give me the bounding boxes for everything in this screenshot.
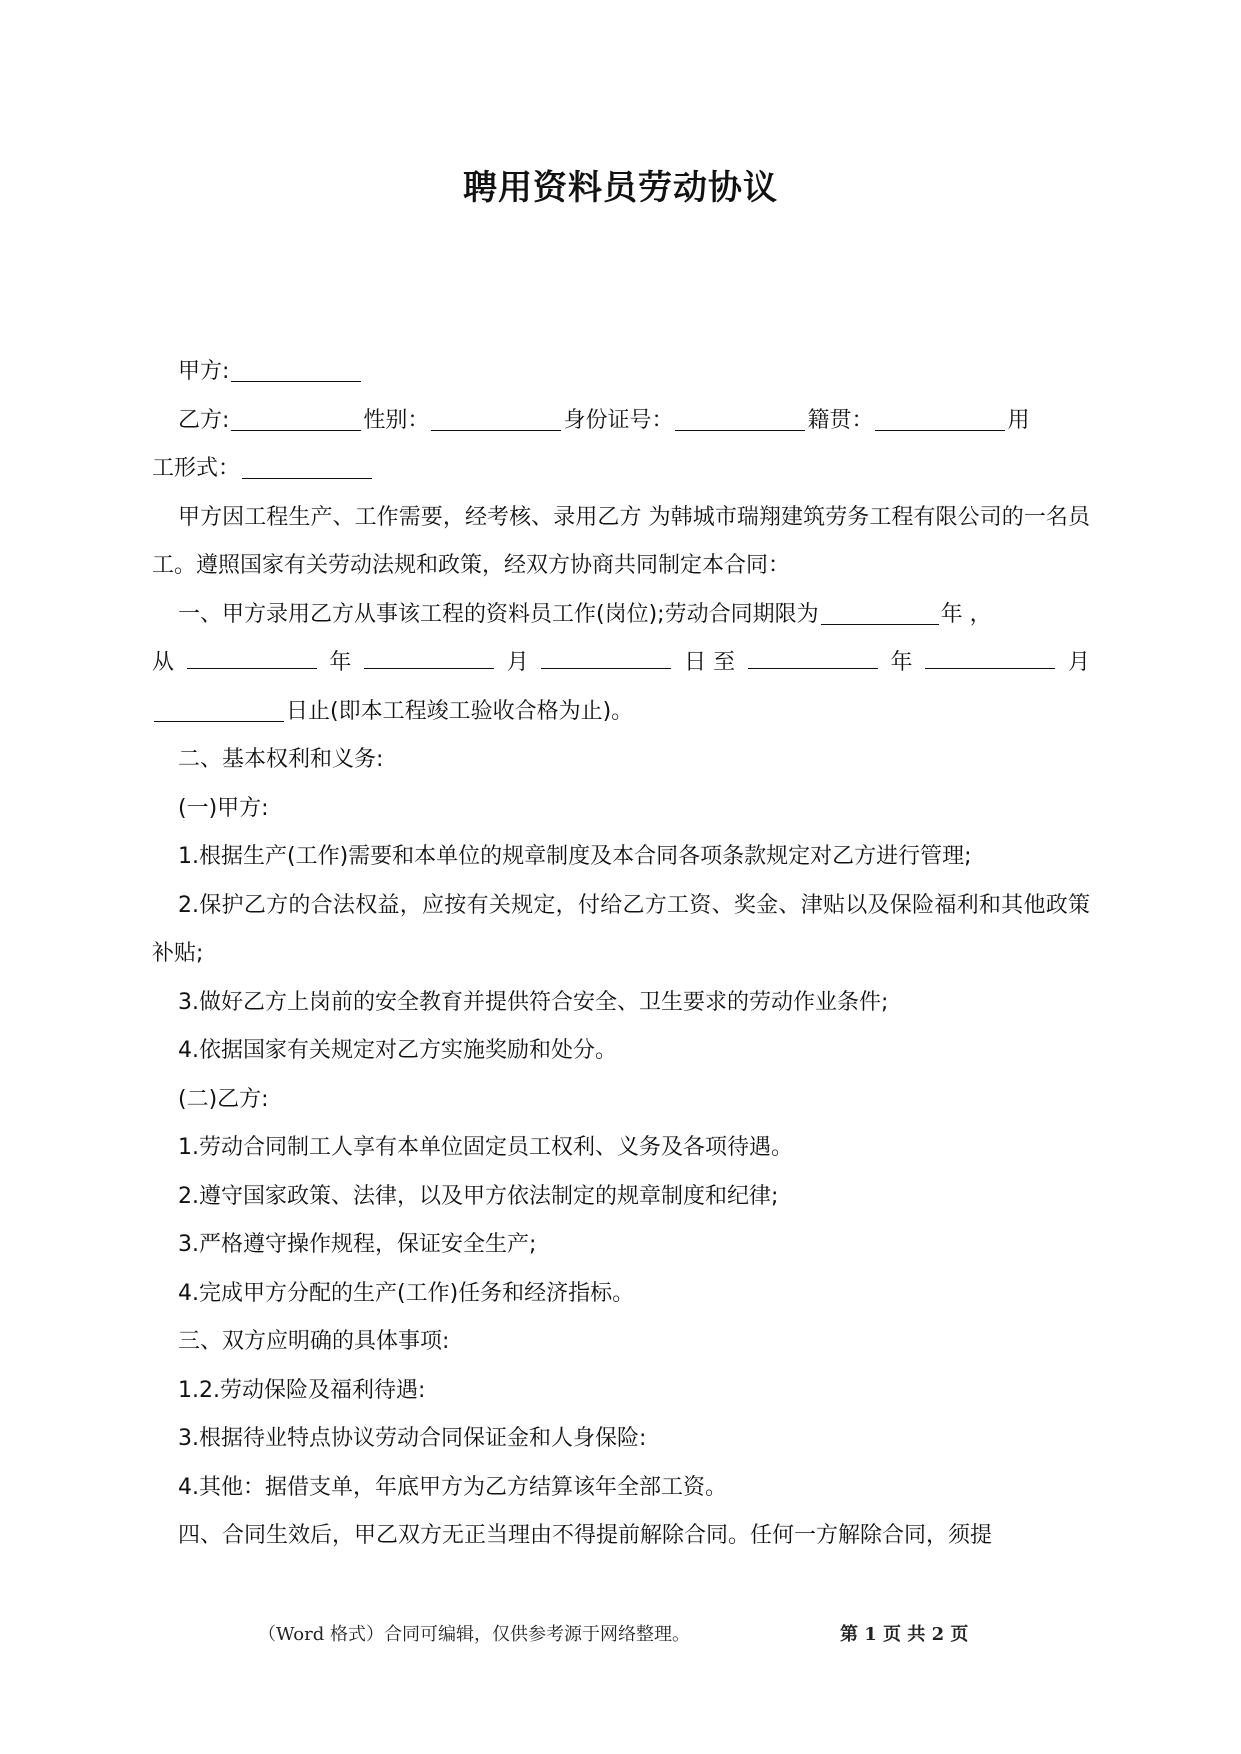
footer-note: （Word 格式）合同可编辑，仅供参考源于网络整理。 — [258, 1624, 690, 1645]
party-a-item: 2.保护乙方的合法权益，应按有关规定，付给乙方工资、奖金、津贴以及保险福利和其他政策补贴; — [152, 892, 1090, 966]
party-a-item: 1.根据生产(工作)需要和本单位的规章制度及本合同各项条款规定对乙方进行管理; — [178, 844, 972, 869]
clause-1-line — [152, 591, 1090, 640]
employ-type-blank — [242, 450, 372, 479]
start-year-label: 年 — [329, 650, 352, 675]
party-b-item: 2.遵守国家政策、法律，以及甲方依法制定的规章制度和纪律; — [178, 1183, 779, 1209]
party-b-item: 4.完成甲方分配的生产(工作)任务和经济指标。 — [178, 1280, 635, 1306]
clause-3-item: 4.其他：据借支单，年底甲方为乙方结算该年全部工资。 — [178, 1474, 727, 1500]
origin-label: 籍贯： — [807, 407, 874, 433]
start-day-label: 日 至 — [684, 650, 736, 675]
start-month-blank — [364, 640, 494, 669]
employ-type-line — [152, 445, 1090, 494]
end-year-label: 年 — [890, 650, 913, 675]
id-number-label: 身份证号： — [563, 407, 674, 433]
clause-1-dates-line — [152, 639, 1090, 688]
start-year-blank — [187, 640, 317, 669]
document-title: 聘用资料员劳动协议 — [463, 168, 778, 208]
clause-3-title: 三、双方应明确的具体事项: — [178, 1329, 450, 1354]
party-b-item: 3.严格遵守操作规程，保证安全生产; — [178, 1232, 537, 1257]
end-year-blank — [748, 640, 878, 669]
party-a-line — [152, 348, 1090, 397]
end-month-blank — [925, 640, 1055, 669]
gender-blank — [431, 402, 561, 431]
party-b-section-heading: (二)乙方: — [178, 1086, 269, 1112]
party-a-blank — [231, 353, 361, 382]
intro-paragraph: 甲方因工程生产、工作需要，经考核、录用乙方 为韩城市瑞翔建筑劳务工程有限公司的一名员工。遵照国家有关劳动法规和政策，经双方协商共同制定本合同： — [152, 504, 1090, 578]
clause-1-text: 一、甲方录用乙方从事该工程的资料员工作(岗位);劳动合同期限为 — [178, 601, 819, 627]
end-day-blank — [154, 693, 284, 722]
party-b-item: 1.劳动合同制工人享有本单位固定员工权利、义务及各项待遇。 — [178, 1135, 793, 1160]
party-a-label: 甲方: — [178, 359, 230, 384]
clause-3-item: 1.2.劳动保险及福利待遇: — [178, 1377, 426, 1403]
end-month-label: 月 — [1067, 650, 1090, 675]
party-a-item: 3.做好乙方上岗前的安全教育并提供符合安全、卫生要求的劳动作业条件; — [178, 989, 889, 1015]
clause-1-end-line — [152, 688, 1090, 737]
party-b-line — [152, 397, 1090, 446]
clause-3-item: 3.根据待业特点协议劳动合同保证金和人身保险: — [178, 1426, 647, 1451]
term-years-blank — [821, 596, 939, 625]
id-number-blank — [675, 402, 805, 431]
from-label: 从 — [152, 650, 175, 675]
origin-blank — [875, 402, 1005, 431]
party-a-item: 4.依据国家有关规定对乙方实施奖励和处分。 — [178, 1038, 617, 1063]
party-b-name-blank — [231, 402, 361, 431]
clause-1-end: 日止(即本工程竣工验收合格为止)。 — [286, 698, 634, 724]
start-month-label: 月 — [506, 650, 529, 675]
page-number: 第 1 页 共 2 页 — [840, 1624, 969, 1645]
employ-type-prefix: 用 — [1007, 407, 1030, 433]
clause-1-year: 年 ， — [940, 601, 992, 627]
party-b-label: 乙方: — [178, 407, 230, 433]
employ-type-label: 工形式： — [152, 456, 241, 481]
clause-2-title: 二、基本权利和义务: — [178, 747, 384, 772]
document-body — [152, 348, 1090, 1561]
party-a-section-heading: (一)甲方: — [178, 795, 269, 821]
gender-label: 性别： — [363, 407, 430, 433]
start-day-blank — [541, 640, 671, 669]
clause-4-text: 四、合同生效后，甲乙双方无正当理由不得提前解除合同。任何一方解除合同，须提 — [178, 1523, 993, 1548]
